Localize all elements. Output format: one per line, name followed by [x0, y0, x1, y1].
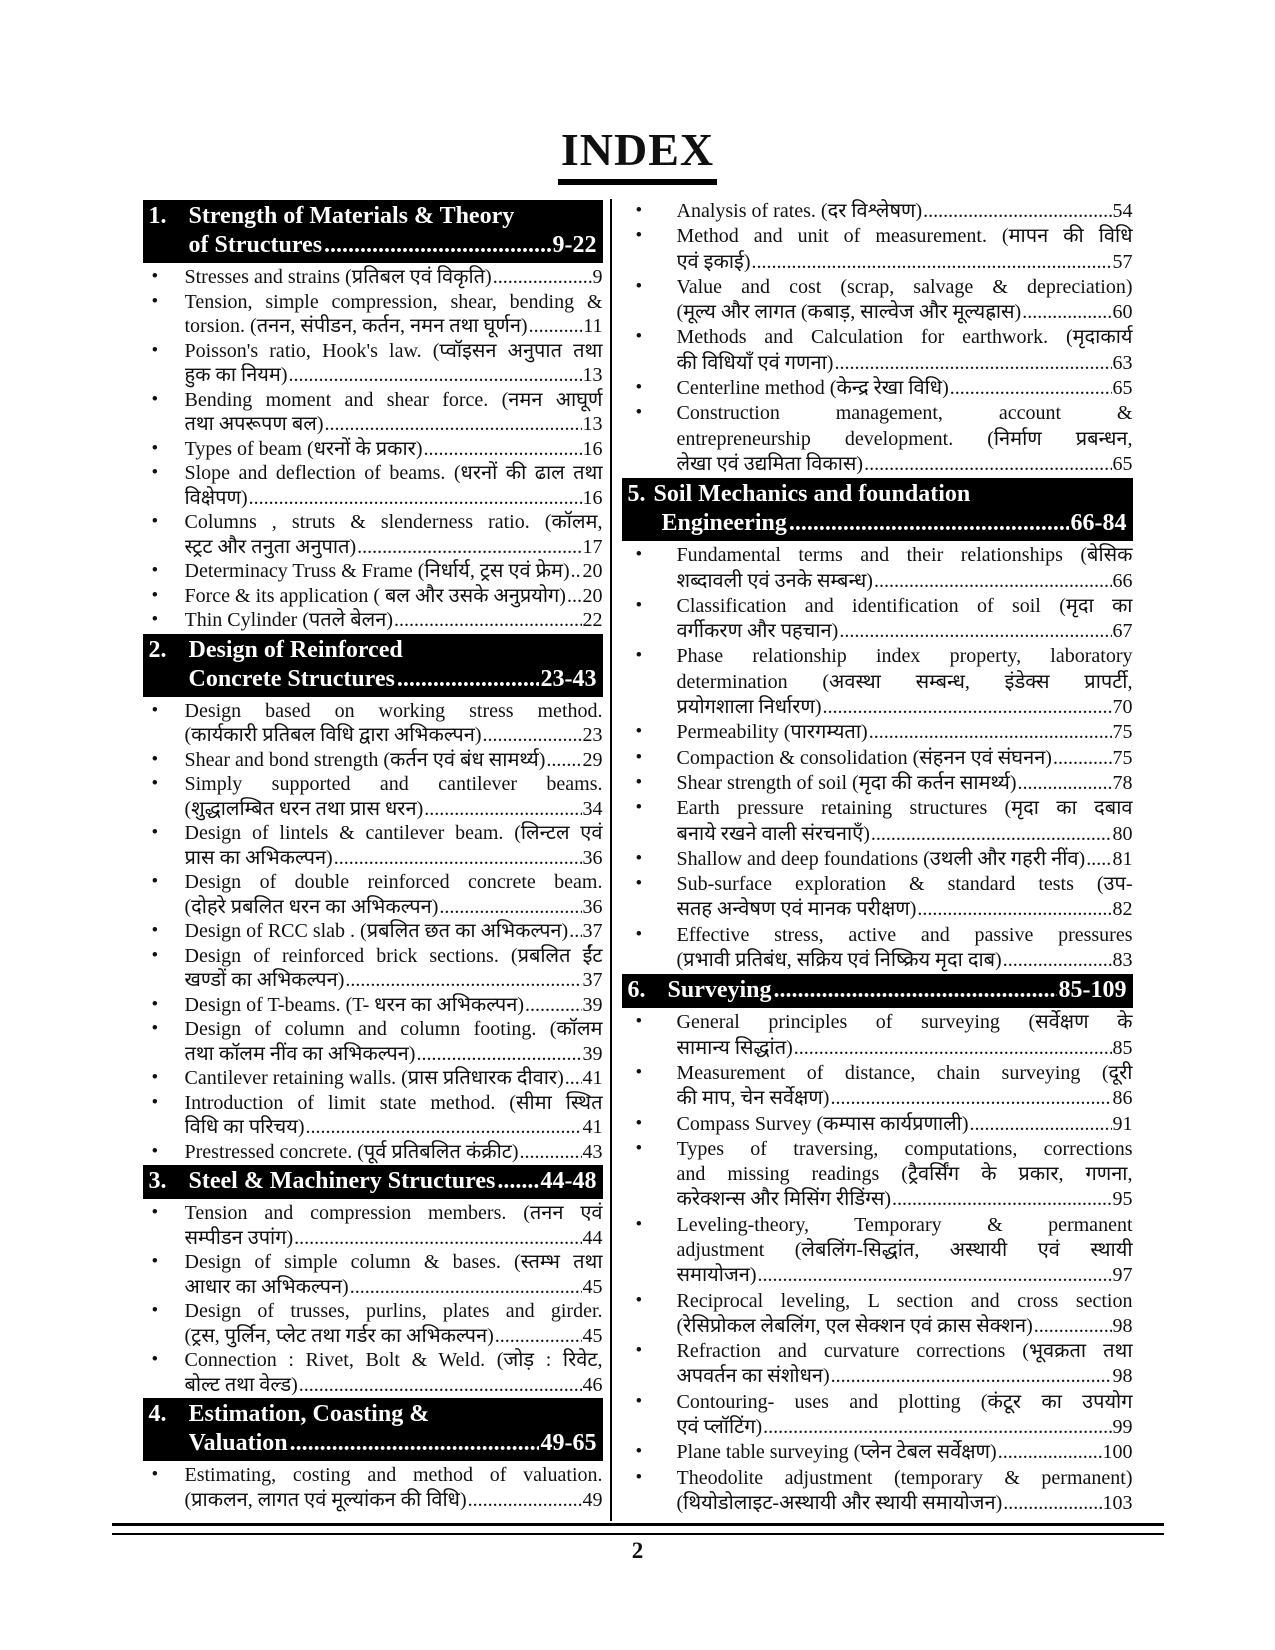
- dot-leader: [497, 1167, 538, 1196]
- entry-label: वर्गीकरण और पहचान): [676, 620, 839, 643]
- index-entry: [143, 437, 603, 462]
- section-header: [143, 1165, 603, 1199]
- section-pages: 66-84: [1070, 510, 1127, 537]
- index-entry: [622, 1137, 1133, 1213]
- dot-leader: [831, 1364, 1112, 1389]
- entry-page: 67: [1112, 620, 1133, 643]
- entry-page: 54: [1112, 200, 1133, 222]
- column-divider: [610, 199, 612, 1521]
- index-entry: [143, 993, 603, 1018]
- dot-leader: [299, 1373, 582, 1398]
- entry-line: • Introduction of limit state method. (सीमा स्थित: [184, 1091, 603, 1114]
- index-entry: [622, 720, 1133, 745]
- entry-page: 63: [1112, 351, 1133, 374]
- dot-leader: [345, 968, 581, 993]
- entry-label: शब्दावली एवं उनके सम्बन्ध): [676, 569, 873, 592]
- dot-leader: [874, 569, 1112, 594]
- dot-leader: [397, 665, 539, 694]
- index-column-right: [622, 199, 1133, 1521]
- entry-label: (रेसिप्रोकल लेबलिंग, एल सेक्शन एवं क्रास सेक्शन): [676, 1314, 1033, 1337]
- dot-leader: [325, 412, 582, 437]
- index-entry: [143, 1091, 603, 1140]
- entry-page: 11: [583, 315, 603, 337]
- entry-line: • Simply supported and cantilever beams.: [184, 773, 603, 795]
- index-entry: [622, 1339, 1133, 1390]
- entry-page: 78: [1112, 771, 1133, 794]
- entry-line: • Slope and deflection of beams. (धरनों की ढाल तथा: [184, 462, 603, 484]
- dot-leader: [970, 1112, 1112, 1137]
- dot-leader: [571, 559, 582, 584]
- index-entry: [622, 401, 1133, 477]
- entry-page: 41: [582, 1116, 603, 1138]
- entry-label: की विधियाँ एवं गणना): [676, 351, 834, 374]
- entry-label: • Analysis of rates. (दर विश्लेषण): [676, 200, 923, 222]
- entry-page: 37: [582, 969, 603, 991]
- entry-line: adjustment (लेबलिंग-सिद्धांत, अस्थायी एवं स्थायी: [676, 1238, 1133, 1261]
- index-entry: [143, 388, 603, 437]
- index-entry: [622, 594, 1133, 645]
- entry-line: entrepreneurship development. (निर्माण प्रबन्धन,: [676, 427, 1133, 450]
- index-entry: [143, 265, 603, 290]
- entry-line: • Construction management, account &: [676, 402, 1133, 425]
- index-entry: [622, 796, 1133, 847]
- entry-page: 75: [1112, 746, 1133, 769]
- entry-line: • Theodolite adjustment (temporary & permanent): [676, 1466, 1133, 1489]
- entry-line: • General principles of surveying (सर्वेक्षण के: [676, 1011, 1133, 1034]
- dot-leader: [869, 720, 1112, 745]
- dot-leader: [289, 363, 582, 388]
- entry-label: • Centerline method (केन्द्र रेखा विधि): [676, 377, 949, 400]
- index-entry: [622, 1213, 1133, 1289]
- index-columns: [143, 199, 1133, 1521]
- index-entry: [143, 772, 603, 821]
- index-entry: [143, 821, 603, 870]
- entry-label: सम्पीडन उपांग): [184, 1226, 294, 1249]
- dot-leader: [290, 1429, 539, 1458]
- entry-page: 60: [1112, 301, 1133, 324]
- entry-line: • Design of lintels & cantilever beam. (लिन्टल एवं: [184, 822, 603, 844]
- entry-label: (थियोडोलाइट-अस्थायी और स्थायी समायोजन): [676, 1491, 1003, 1514]
- dot-leader: [495, 1324, 582, 1349]
- entry-label: एवं प्लॉटिंग): [676, 1416, 763, 1439]
- entry-line: • Effective stress, active and passive pressures: [676, 923, 1133, 946]
- entry-line: • Design of double reinforced concrete beam.: [184, 871, 603, 893]
- dot-leader: [525, 993, 582, 1018]
- dot-leader: [917, 897, 1111, 922]
- section-title-line2: of Structures: [188, 232, 323, 258]
- entry-line: • Refraction and curvature corrections (भूवक्रता तथा: [676, 1340, 1133, 1363]
- index-entry: [143, 608, 603, 633]
- dot-leader: [424, 797, 581, 822]
- dot-leader: [864, 452, 1111, 477]
- entry-line: • Contouring- uses and plotting (कंटूर का उपयोग: [676, 1390, 1133, 1413]
- dot-leader: [763, 1415, 1111, 1440]
- entry-label: (मूल्य और लागत (कबाड़, साल्वेज और मूल्यह्रास): [676, 301, 1022, 324]
- entry-label: • Shear and bond strength (कर्तन एवं बंध सामर्थ्य): [184, 748, 546, 771]
- entry-label: बनाये रखने वाली संरचनाएँ): [676, 822, 870, 845]
- entry-page: 22: [582, 609, 603, 631]
- entry-page: 16: [582, 437, 603, 460]
- entry-line: • Estimating, costing and method of valuation.: [184, 1464, 603, 1486]
- entry-label: • Force & its application ( बल और उसके अनुप्रयोग): [184, 584, 566, 607]
- entry-page: 43: [582, 1140, 603, 1163]
- dot-leader: [871, 822, 1112, 847]
- entry-page: 13: [582, 364, 603, 386]
- dot-leader: [774, 976, 1057, 1005]
- dot-leader: [529, 314, 583, 339]
- entry-page: 80: [1112, 822, 1133, 845]
- entry-label: (कार्यकारी प्रतिबल विधि द्वारा अभिकल्पन): [184, 724, 482, 746]
- entry-line: • Fundamental terms and their relationships (बेसिक: [676, 544, 1133, 567]
- section-header: [622, 974, 1133, 1008]
- index-entry: [143, 870, 603, 919]
- index-entry: [143, 339, 603, 388]
- section-title: Steel & Machinery Structures: [188, 1168, 496, 1194]
- index-entry: [143, 1066, 603, 1091]
- entry-label: • Compaction & consolidation (संहनन एवं संघनन): [676, 746, 1052, 769]
- index-entry: [143, 1463, 603, 1512]
- dot-leader: [998, 1440, 1102, 1465]
- entry-page: 29: [582, 748, 603, 771]
- section-header: [143, 200, 603, 263]
- entry-line: • Types of traversing, computations, corrections: [676, 1137, 1133, 1160]
- index-entry: [143, 461, 603, 510]
- section-number: 3.: [148, 1168, 167, 1194]
- index-entry: [622, 224, 1133, 275]
- entry-label: विक्षेपण): [184, 486, 248, 509]
- index-entry: [143, 290, 603, 339]
- dot-leader: [439, 895, 581, 920]
- dot-leader: [794, 1036, 1112, 1061]
- entry-label: • Prestressed concrete. (पूर्व प्रतिबलित कंक्रीट): [184, 1140, 519, 1163]
- entry-page: 97: [1112, 1264, 1133, 1287]
- index-entry: [622, 376, 1133, 401]
- dot-leader: [823, 695, 1112, 720]
- index-entry: [622, 1440, 1133, 1465]
- section-pages: 44-48: [540, 1168, 597, 1194]
- entry-label: अपवर्तन का संशोधन): [676, 1365, 830, 1388]
- dot-leader: [520, 1140, 582, 1165]
- entry-page: 49: [582, 1488, 603, 1511]
- entry-label: (ट्रस, पुर्लिन, प्लेट तथा गर्डर का अभिकल्पन): [184, 1324, 494, 1347]
- dot-leader: [923, 199, 1111, 224]
- index-entry: [622, 275, 1133, 326]
- index-entry: [143, 510, 603, 559]
- entry-label: • Thin Cylinder (पतले बेलन): [184, 609, 393, 631]
- index-entry: [622, 872, 1133, 923]
- entry-label: हुक का नियम): [184, 364, 288, 386]
- entry-line: • Leveling-theory, Temporary & permanent: [676, 1213, 1133, 1236]
- dot-leader: [892, 1187, 1111, 1212]
- entry-line: • Bending moment and shear force. (नमन आघूर्ण: [184, 388, 603, 411]
- entry-line: and missing readings (ट्रैवर्सिंग के प्रकार, गणना,: [676, 1163, 1133, 1186]
- section-title: Strength of Materials & Theory: [188, 203, 515, 229]
- entry-page: 17: [582, 535, 603, 558]
- index-entry: [143, 559, 603, 584]
- footer-rule: [112, 1523, 1164, 1535]
- entry-page: 83: [1112, 949, 1133, 972]
- entry-page: 34: [582, 797, 603, 820]
- section-title: Surveying: [667, 977, 772, 1004]
- entry-page: 75: [1112, 721, 1133, 744]
- entry-page: 82: [1112, 898, 1133, 921]
- entry-line: • Classification and identification of soil (मृदा का: [676, 594, 1133, 617]
- dot-leader: [1053, 746, 1112, 771]
- dot-leader: [1022, 300, 1111, 325]
- entry-line: • Connection : Rivet, Bolt & Weld. (जोड़ : रिवेट,: [184, 1349, 603, 1371]
- entry-label: आधार का अभिकल्पन): [184, 1275, 349, 1298]
- index-entry: [143, 748, 603, 773]
- entry-label: • Design of RCC slab . (प्रबलित छत का अभिकल्पन): [184, 920, 569, 942]
- entry-label: खण्डों का अभिकल्पन): [184, 969, 345, 991]
- entry-label: (दोहरे प्रबलित धरन का अभिकल्पन): [184, 895, 439, 918]
- dot-leader: [306, 1115, 582, 1140]
- index-entry: [143, 1299, 603, 1348]
- entry-line: • Columns , struts & slenderness ratio. (कॉलम,: [184, 511, 603, 533]
- section-title-line2: Valuation: [188, 1430, 288, 1456]
- entry-label: सतह अन्वेषण एवं मानक परीक्षण): [676, 898, 917, 921]
- index-entry: [622, 746, 1133, 771]
- index-entry: [622, 1010, 1133, 1061]
- entry-label: • Stresses and strains (प्रतिबल एवं विकृति): [184, 266, 492, 288]
- dot-leader: [758, 1263, 1112, 1288]
- dot-leader: [483, 723, 582, 748]
- entry-label: • Shear strength of soil (मृदा की कर्तन सामर्थ्य): [676, 771, 1017, 794]
- entry-page: 39: [582, 993, 603, 1016]
- dot-leader: [357, 535, 581, 560]
- entry-page: 23: [582, 724, 603, 746]
- index-entry: [622, 1112, 1133, 1137]
- entry-label: विधि का परिचय): [184, 1116, 305, 1138]
- section-number: 1.: [148, 203, 167, 229]
- entry-label: की माप, चेन सर्वेक्षण): [676, 1087, 830, 1110]
- entry-page: 57: [1112, 250, 1133, 273]
- entry-line: • Tension, simple compression, shear, bending &: [184, 290, 603, 313]
- entry-line: • Design based on working stress method.: [184, 699, 603, 722]
- entry-page: 36: [582, 895, 603, 918]
- section-title: Estimation, Coasting &: [188, 1401, 430, 1427]
- index-entry: [622, 1390, 1133, 1441]
- dot-leader: [334, 846, 582, 871]
- section-title-line2: Engineering: [661, 510, 787, 537]
- section-title: Design of Reinforced: [188, 636, 403, 663]
- entry-page: 66: [1112, 569, 1133, 592]
- entry-line: • Tension and compression members. (तनन एवं: [184, 1202, 603, 1224]
- section-header: [622, 478, 1133, 541]
- entry-line: • Poisson's ratio, Hook's law. (प्वॉइसन अनुपात तथा: [184, 339, 603, 362]
- entry-label: तथा कॉलम नींव का अभिकल्पन): [184, 1042, 416, 1065]
- dot-leader: [565, 1066, 582, 1091]
- entry-label: • Determinacy Truss & Frame (निर्धार्य, ट्रस एवं फ्रेम): [184, 560, 570, 582]
- dot-leader: [752, 250, 1112, 275]
- entry-label: स्ट्रट और तनुता अनुपात): [184, 535, 357, 558]
- index-entry: [622, 644, 1133, 720]
- dot-leader: [834, 351, 1111, 376]
- section-pages: 85-109: [1058, 977, 1127, 1004]
- entry-page: 36: [582, 846, 603, 869]
- index-entry: [143, 584, 603, 609]
- entry-label: प्रास का अभिकल्पन): [184, 846, 333, 869]
- dot-leader: [1034, 1314, 1112, 1339]
- index-entry: [622, 1466, 1133, 1517]
- index-entry: [143, 1250, 603, 1299]
- section-header: [143, 634, 603, 697]
- entry-line: • Sub-surface exploration & standard tests (उप-: [676, 873, 1133, 896]
- index-entry: [622, 543, 1133, 594]
- section-pages: 23-43: [540, 665, 597, 692]
- section-number: 6.: [627, 977, 646, 1004]
- index-column-left: [143, 199, 603, 1521]
- index-entry: [143, 1348, 603, 1397]
- entry-line: determination (अवस्था सम्बन्ध, इंडेक्स प्रापर्टी,: [676, 670, 1133, 693]
- entry-page: 95: [1112, 1188, 1133, 1211]
- index-entry: [622, 1289, 1133, 1340]
- entry-page: 39: [582, 1042, 603, 1065]
- entry-line: • Measurement of distance, chain surveying (दूरी: [676, 1061, 1133, 1084]
- entry-label: torsion. (तनन, संपीडन, कर्तन, नमन तथा घूर्णन): [184, 315, 528, 337]
- entry-label: • Cantilever retaining walls. (प्रास प्रतिधारक दीवार): [184, 1067, 564, 1089]
- entry-page: 16: [582, 486, 603, 509]
- entry-label: समायोजन): [676, 1264, 757, 1287]
- entry-line: • Reciprocal leveling, L section and cross section: [676, 1289, 1133, 1312]
- entry-label: • Plane table surveying (प्लेन टेबल सर्वेक्षण): [676, 1441, 997, 1464]
- entry-page: 85: [1112, 1036, 1133, 1059]
- index-entry: [622, 847, 1133, 872]
- section-header: [143, 1398, 603, 1461]
- index-entry: [622, 1061, 1133, 1112]
- dot-leader: [294, 1226, 581, 1251]
- entry-page: 99: [1112, 1416, 1133, 1439]
- entry-label: तथा अपरूपण बल): [184, 413, 324, 435]
- dot-leader: [468, 1488, 582, 1513]
- dot-leader: [839, 619, 1111, 644]
- entry-page: 44: [582, 1226, 603, 1249]
- dot-leader: [950, 376, 1112, 401]
- entry-label: एवं इकाई): [676, 250, 751, 273]
- index-entry: [622, 923, 1133, 974]
- entry-page: 81: [1112, 847, 1133, 870]
- entry-page: 20: [582, 584, 603, 607]
- entry-page: 65: [1112, 452, 1133, 475]
- entry-line: • Phase relationship index property, laboratory: [676, 645, 1133, 668]
- entry-label: (प्राकलन, लागत एवं मूल्यांकन की विधि): [184, 1488, 467, 1511]
- dot-leader: [394, 608, 582, 633]
- entry-label: बोल्ट तथा वेल्ड): [184, 1373, 298, 1396]
- dot-leader: [569, 919, 581, 944]
- dot-leader: [249, 486, 582, 511]
- dot-leader: [789, 509, 1069, 538]
- index-entry: [143, 1017, 603, 1066]
- entry-line: • Design of simple column & bases. (स्तम्भ तथा: [184, 1251, 603, 1273]
- page-number: 2: [631, 1538, 644, 1563]
- entry-line: • Method and unit of measurement. (मापन की विधि: [676, 225, 1133, 248]
- entry-line: • Design of column and column footing. (कॉलम: [184, 1018, 603, 1040]
- dot-leader: [546, 748, 581, 773]
- index-entry: [143, 1140, 603, 1165]
- entry-label: करेक्शन्स और मिसिंग रीडिंग्स): [676, 1188, 892, 1211]
- entry-page: 45: [582, 1324, 603, 1347]
- entry-page: 13: [582, 413, 603, 435]
- entry-page: 70: [1112, 696, 1133, 719]
- entry-label: (प्रभावी प्रतिबंध, सक्रिय एवं निष्क्रिय मृदा दाब): [676, 949, 1002, 972]
- dot-leader: [567, 584, 582, 609]
- dot-leader: [1003, 948, 1112, 973]
- page-title: INDEX: [558, 126, 717, 185]
- entry-page: 9: [592, 266, 603, 288]
- entry-page: 46: [582, 1373, 603, 1396]
- entry-page: 45: [582, 1275, 603, 1298]
- entry-label: लेखा एवं उद्यमिता विकास): [676, 452, 864, 475]
- index-entry: [622, 325, 1133, 376]
- entry-page: 65: [1112, 377, 1133, 400]
- dot-leader: [416, 1042, 581, 1067]
- index-entry: [143, 919, 603, 944]
- entry-label: सामान्य सिद्धांत): [676, 1036, 793, 1059]
- dot-leader: [350, 1275, 582, 1300]
- index-entry: [143, 1201, 603, 1250]
- index-entry: [143, 699, 603, 748]
- entry-label: • Types of beam (धरनों के प्रकार): [184, 437, 423, 460]
- entry-page: 91: [1112, 1112, 1133, 1135]
- section-number: 5.: [627, 481, 646, 508]
- section-title: Soil Mechanics and foundation: [653, 481, 971, 508]
- entry-page: 20: [582, 560, 603, 582]
- entry-page: 98: [1112, 1365, 1133, 1388]
- entry-label: • Permeability (पारगम्यता): [676, 721, 868, 744]
- dot-leader: [1018, 771, 1112, 796]
- dot-leader: [1086, 847, 1111, 872]
- section-pages: 9-22: [552, 232, 597, 258]
- entry-line: • Design of reinforced brick sections. (प्रबलित ईंट: [184, 944, 603, 967]
- entry-label: • Compass Survey (कम्पास कार्यप्रणाली): [676, 1112, 969, 1135]
- entry-page: 41: [582, 1067, 603, 1089]
- section-title-line2: Concrete Structures: [188, 665, 395, 692]
- section-pages: 49-65: [540, 1430, 597, 1456]
- dot-leader: [1003, 1491, 1101, 1516]
- dot-leader: [324, 231, 550, 260]
- section-number: 2.: [148, 636, 167, 663]
- entry-page: 37: [582, 920, 603, 942]
- entry-label: • Design of T-beams. (T- धरन का अभिकल्पन): [184, 993, 524, 1016]
- entry-label: प्रयोगशाला निर्धारण): [676, 696, 822, 719]
- dot-leader: [830, 1086, 1111, 1111]
- dot-leader: [424, 437, 582, 462]
- entry-line: • Value and cost (scrap, salvage & depreciation): [676, 275, 1133, 298]
- entry-label: • Shallow and deep foundations (उथली और गहरी नींव): [676, 847, 1086, 870]
- index-entry: [622, 771, 1133, 796]
- entry-line: • Methods and Calculation for earthwork. (मृदाकार्य: [676, 326, 1133, 349]
- section-number: 4.: [148, 1401, 167, 1427]
- index-entry: [143, 944, 603, 993]
- entry-line: • Earth pressure retaining structures (मृदा का दबाव: [676, 797, 1133, 820]
- entry-label: (शुद्धालम्बित धरन तथा प्रास धरन): [184, 797, 424, 820]
- dot-leader: [493, 265, 592, 290]
- entry-page: 98: [1112, 1314, 1133, 1337]
- entry-page: 86: [1112, 1087, 1133, 1110]
- entry-line: • Design of trusses, purlins, plates and girder.: [184, 1300, 603, 1322]
- entry-page: 103: [1102, 1491, 1133, 1514]
- index-entry: [622, 199, 1133, 224]
- entry-page: 100: [1102, 1441, 1133, 1464]
